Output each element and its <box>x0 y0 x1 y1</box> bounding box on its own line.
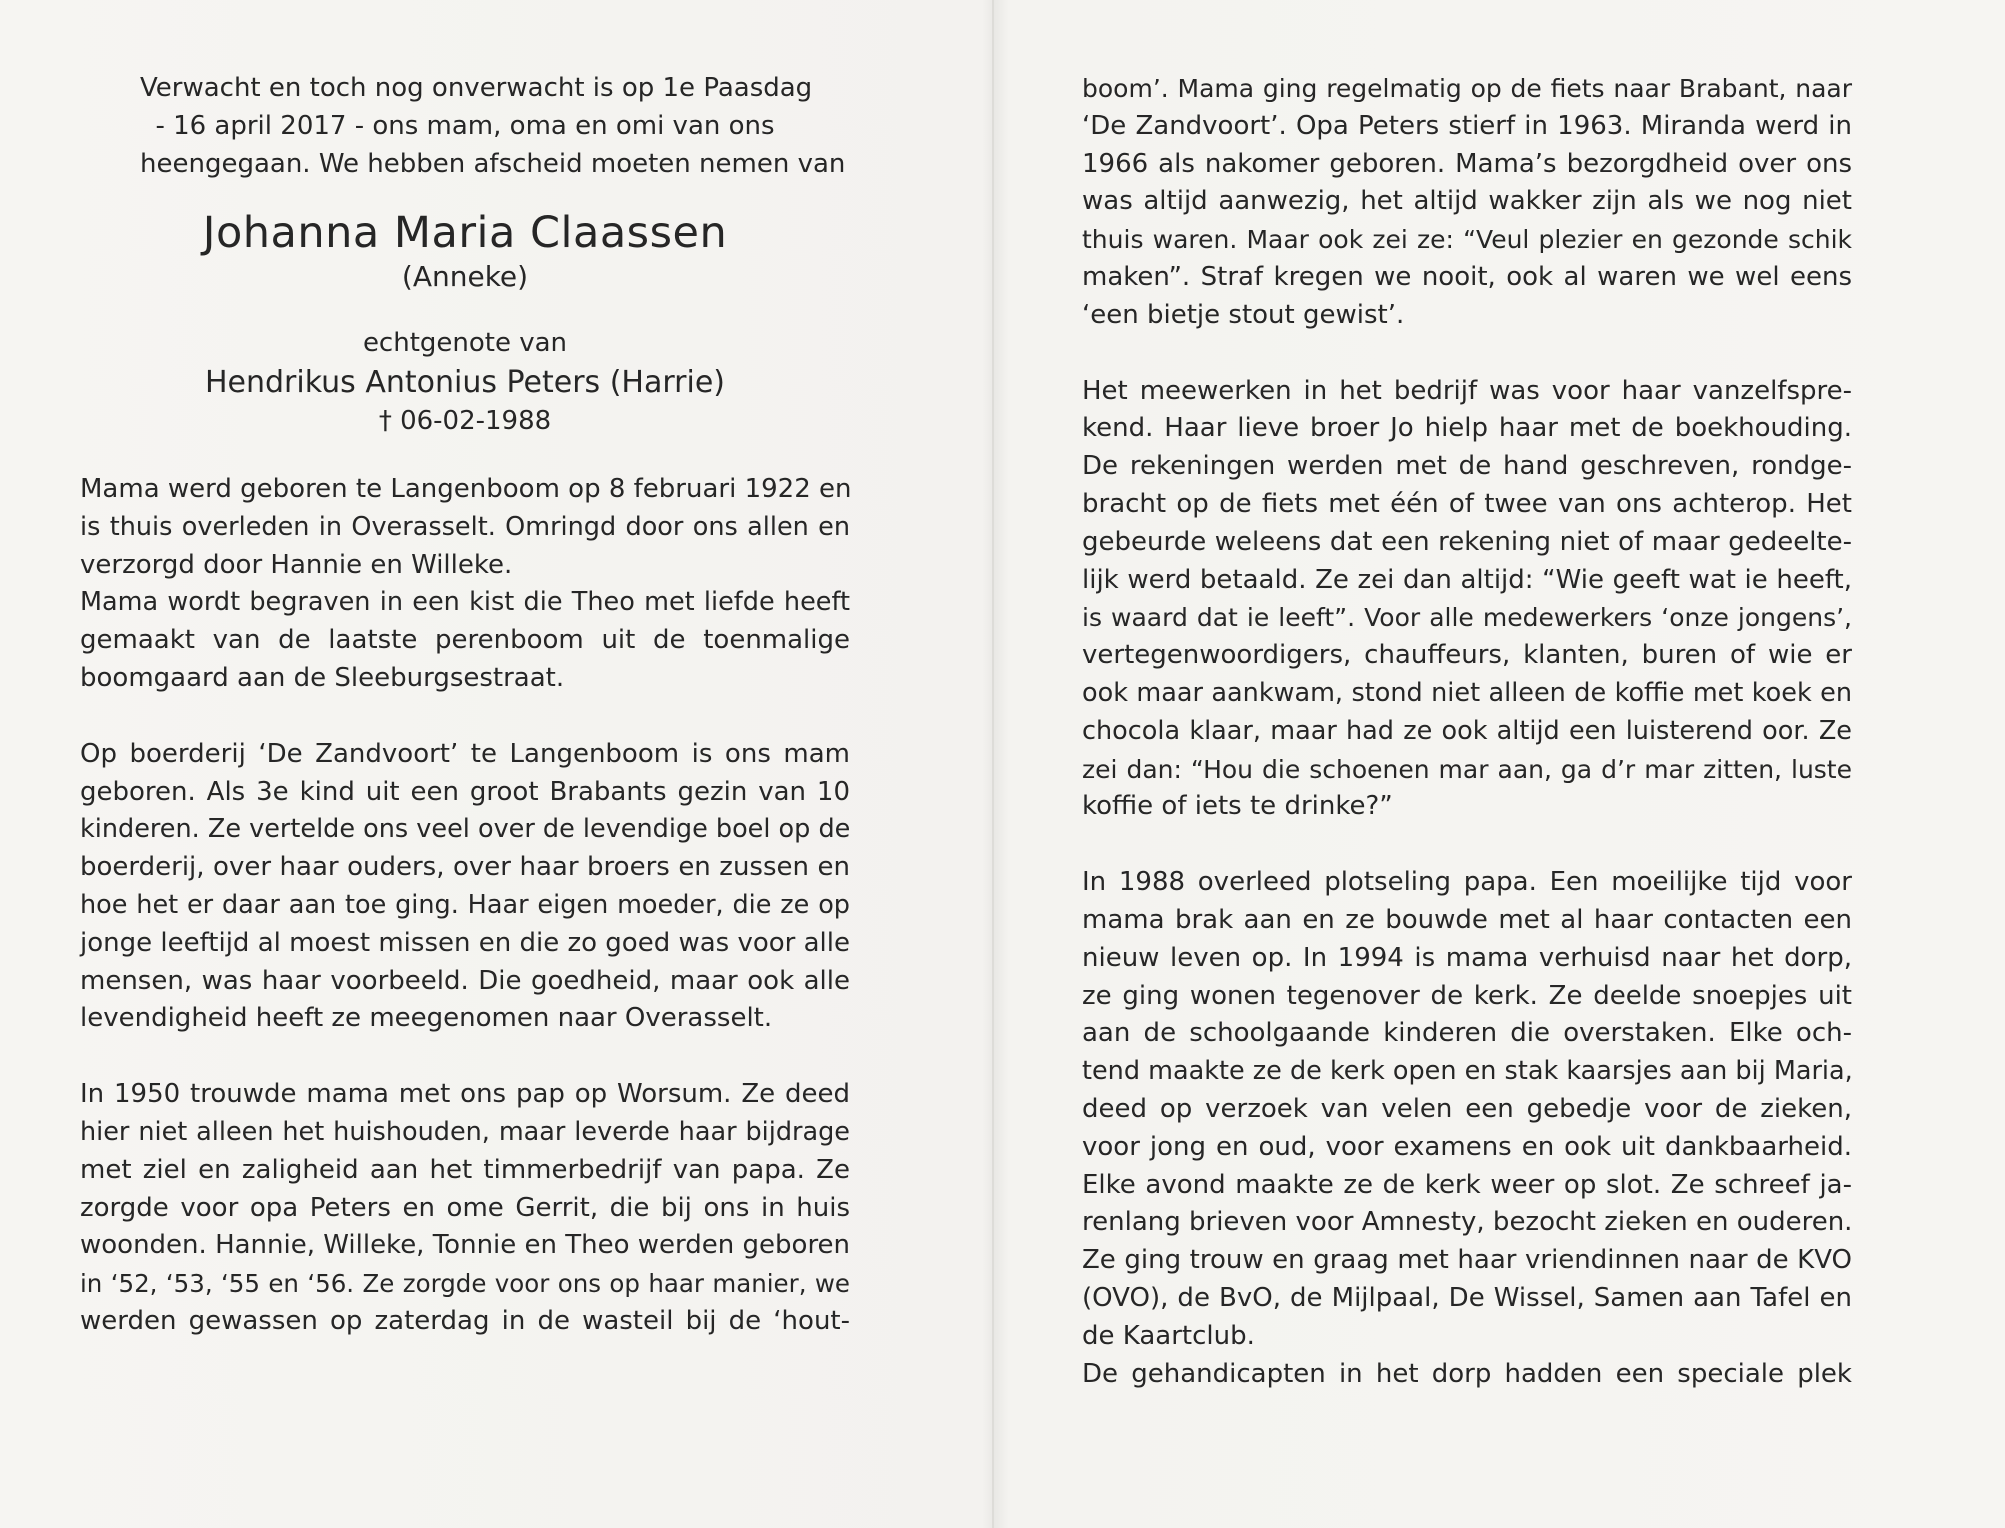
text-line: is waard dat ie leeft”. Voor alle medewerkers ‘onze jongens’, <box>1082 603 1852 633</box>
left-paragraph-1 <box>80 471 850 698</box>
text-line: geboren. Als 3e kind uit een groot Brabants gezin van 10 <box>80 776 850 807</box>
deceased-name: Johanna Maria Claassen <box>202 208 728 259</box>
spouse-label: echtgenote van <box>362 328 568 359</box>
text-line: was altijd aanwezig, het altijd wakker zijn als we nog niet <box>1082 186 1852 217</box>
text-line: ook maar aankwam, stond niet alleen de koffie met koek en <box>1082 677 1852 708</box>
text-line: boomgaard aan de Sleeburgsestraat. <box>80 662 565 693</box>
text-line: Elke avond maakte ze de kerk weer op slot. Ze schreef ja- <box>1082 1169 1852 1200</box>
spouse-name: Hendrikus Antonius Peters (Harrie) <box>204 365 726 401</box>
text-line: gebeurde weleens dat een rekening niet of maar gedeelte- <box>1082 526 1852 557</box>
intro-text <box>80 70 850 183</box>
text-line: De rekeningen werden met de hand geschreven, rondge- <box>1082 451 1852 482</box>
text-line: werden gewassen op zaterdag in de wasteil bij de ‘hout- <box>80 1305 850 1336</box>
text-line: thuis waren. Maar ook zei ze: “Veul plezier en gezonde schik <box>1082 225 1852 255</box>
text-line: boom’. Mama ging regelmatig op de fiets naar Brabant, naar <box>1082 74 1852 103</box>
left-page <box>80 70 850 1379</box>
text-line: gemaakt van de laatste perenboom uit de toenmalige <box>80 625 850 656</box>
right-paragraph-1 <box>1082 70 1852 335</box>
text-line: is thuis overleden in Overasselt. Omringd door ons allen en <box>80 511 850 542</box>
text-line: koffie of iets te drinke?” <box>1082 791 1393 822</box>
text-line: Het meewerken in het bedrijf was voor haar vanzelfspre- <box>1082 375 1852 406</box>
text-line: ‘De Zandvoort’. Opa Peters stierf in 1963. Miranda werd in <box>1082 110 1852 141</box>
deceased-nickname: (Anneke) <box>401 260 529 294</box>
right-page <box>1082 70 1852 1431</box>
text-line: mensen, was haar voorbeeld. Die goedheid, maar ook alle <box>80 965 850 996</box>
text-line: vertegenwoordigers, chauffeurs, klanten, buren of wie er <box>1082 640 1852 671</box>
text-line: Ze ging trouw en graag met haar vriendinnen naar de KVO <box>1082 1245 1852 1276</box>
text-line: aan de schoolgaande kinderen die overstaken. Elke och- <box>1082 1018 1852 1049</box>
text-line: mama brak aan en ze bouwde met al haar contacten een <box>1082 904 1852 935</box>
text-line: boerderij, over haar ouders, over haar broers en zussen en <box>80 852 850 883</box>
text-line: In 1988 overleed plotseling papa. Een moeilijke tijd voor <box>1082 867 1852 898</box>
text-line: nieuw leven op. In 1994 is mama verhuisd naar het dorp, <box>1082 942 1852 973</box>
text-line: In 1950 trouwde mama met ons pap op Worsum. Ze deed <box>80 1079 850 1110</box>
text-line: hier niet alleen het huishouden, maar leverde haar bijdrage <box>80 1116 850 1147</box>
text-line: lijk werd betaald. Ze zei dan altijd: “Wie geeft wat ie heeft, <box>1082 564 1852 595</box>
text-line: ‘een bietje stout gewist’. <box>1082 299 1405 330</box>
text-line: Mama wordt begraven in een kist die Theo met liefde heeft <box>80 587 850 618</box>
text-line: 1966 als nakomer geboren. Mama’s bezorgdheid over ons <box>1082 148 1852 179</box>
right-paragraph-3 <box>1082 864 1852 1393</box>
text-line: voor jong en oud, voor examens en ook uit dankbaarheid. <box>1082 1131 1852 1162</box>
text-line: zorgde voor opa Peters en ome Gerrit, die bij ons in huis <box>80 1192 850 1223</box>
text-line: met ziel en zaligheid aan het timmerbedrijf van papa. Ze <box>80 1154 850 1185</box>
text-line: tend maakte ze de kerk open en stak kaarsjes aan bij Maria, <box>1082 1056 1853 1087</box>
text-line: kinderen. Ze vertelde ons veel over de levendige boel op de <box>80 814 851 845</box>
intro-line: heengegaan. We hebben afscheid moeten nemen van <box>140 148 846 179</box>
text-line: kend. Haar lieve broer Jo hielp haar met de boekhouding. <box>1082 413 1852 444</box>
text-line: Mama werd geboren te Langenboom op 8 februari 1922 en <box>80 473 852 504</box>
text-line: maken”. Straf kregen we nooit, ook al waren we wel eens <box>1082 261 1852 292</box>
text-line: renlang brieven voor Amnesty, bezocht zieken en ouderen. <box>1082 1207 1853 1238</box>
text-line: zei dan: “Hou die schoenen mar aan, ga d’r mar zitten, luste <box>1082 754 1852 784</box>
text-line: bracht op de fiets met één of twee van ons achterop. Het <box>1082 488 1852 519</box>
text-line: chocola klaar, maar had ze ook altijd een luisterend oor. Ze <box>1082 715 1852 746</box>
text-line: woonden. Hannie, Willeke, Tonnie en Theo werden geboren <box>80 1230 851 1261</box>
right-paragraph-2 <box>1082 373 1852 827</box>
text-line: ze ging wonen tegenover de kerk. Ze deelde snoepjes uit <box>1082 980 1852 1011</box>
card-fold <box>992 0 994 1528</box>
intro-line: - 16 april 2017 - ons mam, oma en omi van ons <box>155 110 775 141</box>
text-line: (OVO), de BvO, de Mijlpaal, De Wissel, Samen aan Tafel en <box>1082 1282 1852 1313</box>
text-line: levendigheid heeft ze meegenomen naar Overasselt. <box>80 1003 773 1034</box>
left-paragraph-2 <box>80 736 850 1038</box>
text-line: De gehandicapten in het dorp hadden een speciale plek <box>1082 1358 1852 1389</box>
text-line: deed op verzoek van velen een gebedje voor de zieken, <box>1082 1093 1852 1124</box>
text-line: hoe het er daar aan toe ging. Haar eigen moeder, die ze op <box>80 889 850 920</box>
text-line: verzorgd door Hannie en Willeke. <box>80 549 513 580</box>
spouse-death-date: † 06-02-1988 <box>378 406 552 437</box>
text-line: Op boerderij ‘De Zandvoort’ te Langenboom is ons mam <box>80 738 850 769</box>
text-line: in ‘52, ‘53, ‘55 en ‘56. Ze zorgde voor ons op haar manier, we <box>80 1269 850 1299</box>
left-paragraph-3 <box>80 1076 850 1341</box>
text-line: jonge leeftijd al moest missen en die zo goed was voor alle <box>80 927 850 958</box>
intro-line: Verwacht en toch nog onverwacht is op 1e Paasdag <box>140 73 813 103</box>
text-line: de Kaartclub. <box>1082 1320 1255 1351</box>
